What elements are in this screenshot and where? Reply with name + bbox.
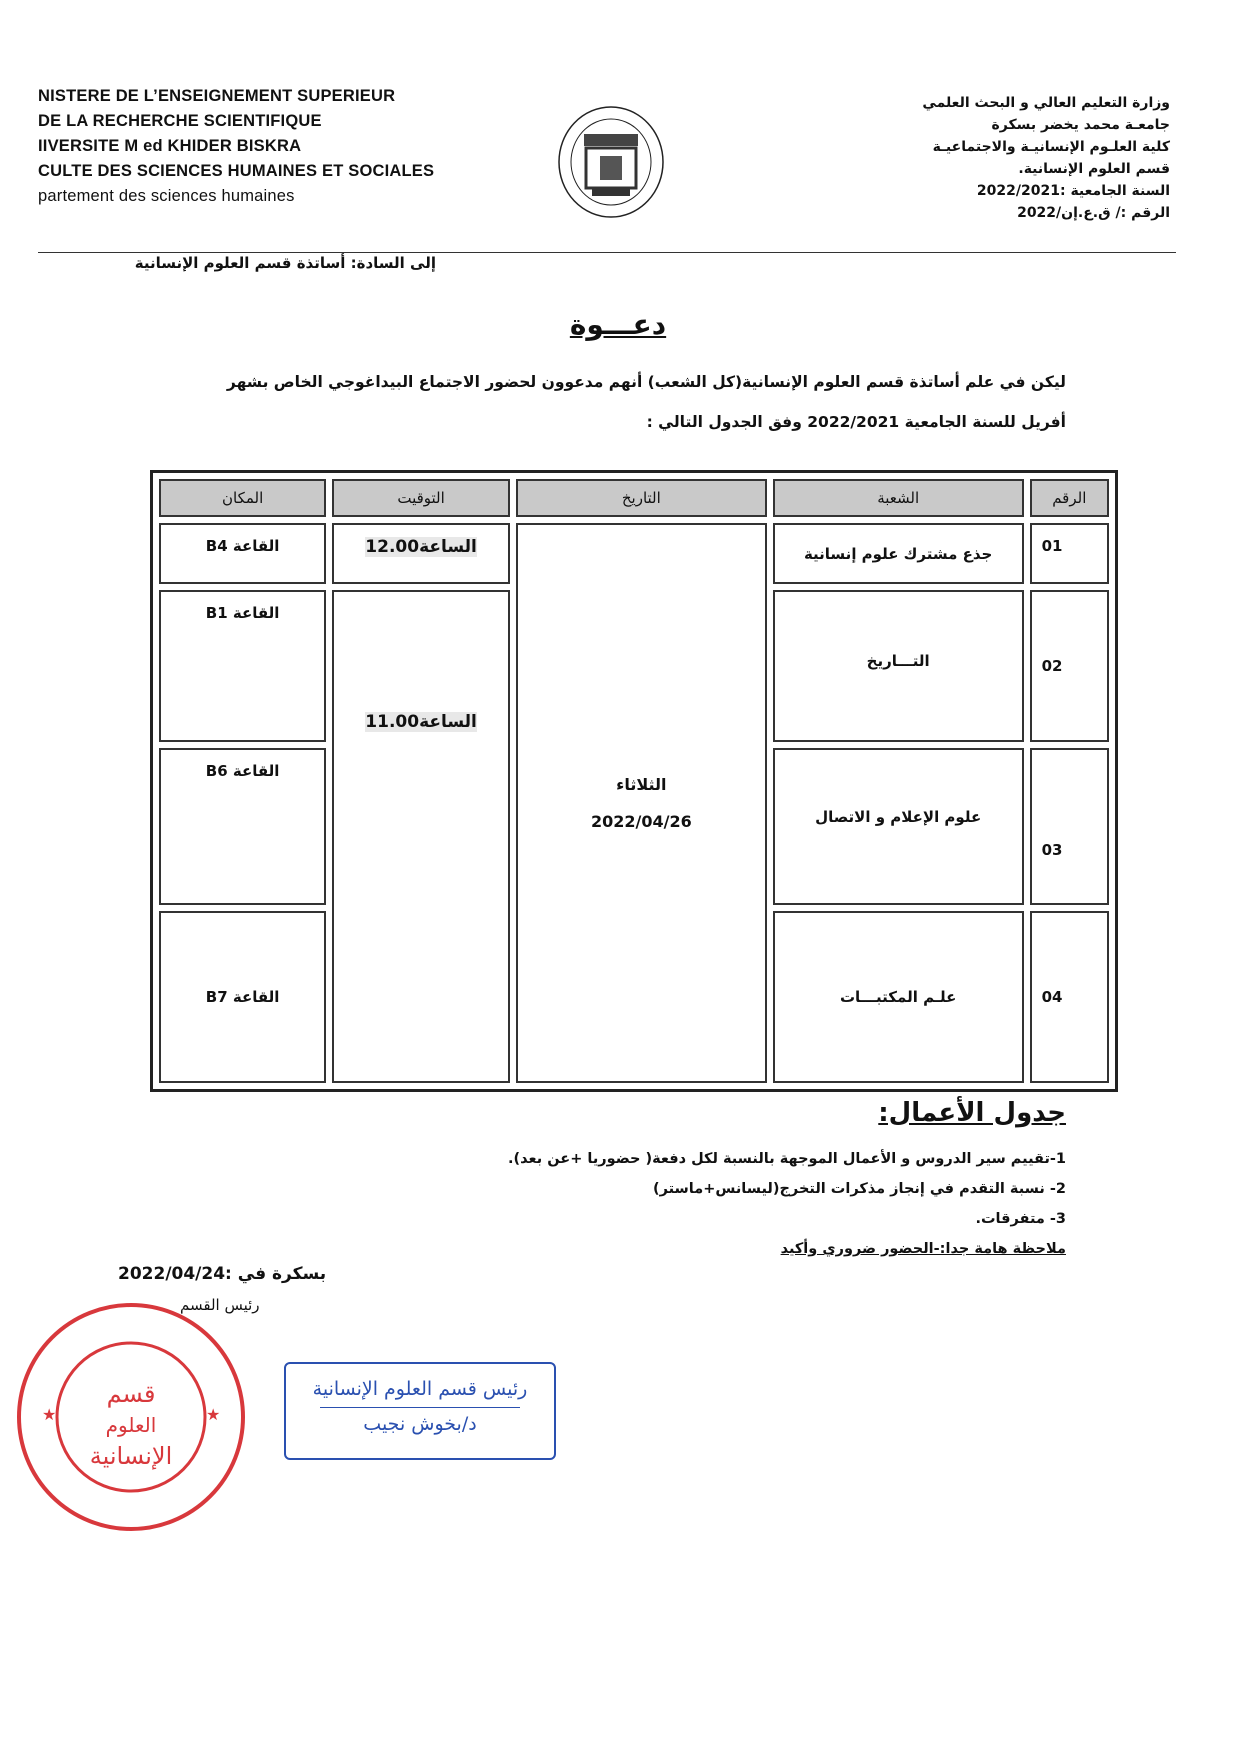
row-branch: علـم المكتبـــات	[773, 911, 1024, 1083]
header-time: التوقيت	[332, 479, 510, 517]
stamp-title: رئيس قسم العلوم الإنسانية	[312, 1378, 528, 1400]
row-num: 03	[1030, 748, 1109, 905]
header-fr-line: IIVERSITE M ed KHIDER BISKRA	[38, 137, 302, 155]
row-num: 04	[1030, 911, 1109, 1083]
place-date: بسكرة في :2022/04/24	[118, 1264, 327, 1284]
agenda-item: 3- متفرقات.	[975, 1211, 1066, 1227]
row-place: القاعة B4	[159, 523, 326, 584]
svg-text:★: ★	[42, 1405, 57, 1424]
time-value: الساعة12.00	[365, 537, 477, 558]
title-text: دعـــوة	[569, 308, 667, 341]
header-place: المكان	[159, 479, 326, 517]
table-header-row	[159, 479, 1109, 517]
date-value: 2022/04/26	[590, 812, 692, 832]
header-french	[38, 84, 458, 209]
row-time	[332, 590, 510, 1083]
agenda-item: 1-تقييم سير الدروس و الأعمال الموجهة بالنسبة لكل دفعة( حضوريا +عن بعد).	[508, 1151, 1066, 1167]
row-branch: التـــاريخ	[773, 590, 1024, 742]
svg-text:الإنسانية: الإنسانية	[89, 1442, 173, 1470]
agenda-list	[166, 1144, 1066, 1264]
row-num: 01	[1030, 523, 1109, 584]
stamp-divider	[320, 1407, 520, 1408]
important-note: ملاحظة هامة جدا:-الحضور ضروري وأكيد	[780, 1241, 1066, 1257]
row-branch: علوم الإعلام و الاتصال	[773, 748, 1024, 905]
row-branch: جذع مشترك علوم إنسانية	[773, 523, 1024, 584]
row-time	[332, 523, 510, 584]
header-ar-line: جامعـة محمد يخضر بسكرة	[991, 117, 1170, 133]
header-num: الرقم	[1030, 479, 1109, 517]
blue-stamp	[284, 1362, 556, 1460]
svg-text:قسم: قسم	[106, 1380, 156, 1408]
header-ar-line: قسم العلوم الإنسانية.	[1018, 161, 1170, 177]
header-fr-line: NISTERE DE L’ENSEIGNEMENT SUPERIEUR	[38, 87, 396, 105]
intro-paragraph	[126, 362, 1066, 442]
stamp-name: د/بخوش نجيب	[363, 1413, 477, 1435]
header-branch: الشعبة	[773, 479, 1024, 517]
page-title	[0, 308, 1236, 341]
agenda-title: جدول الأعمال:	[878, 1098, 1066, 1128]
table-row	[159, 523, 1109, 584]
header-fr-line: CULTE DES SCIENCES HUMAINES ET SOCIALES	[38, 162, 435, 180]
addressee: إلى السادة: أساتذة قسم العلوم الإنسانية	[134, 254, 436, 272]
row-place: القاعة B1	[159, 590, 326, 742]
header-date: التاريخ	[516, 479, 767, 517]
header-arabic	[810, 92, 1170, 224]
row-place: القاعة B7	[159, 911, 326, 1083]
row-place: القاعة B6	[159, 748, 326, 905]
header-ar-line: السنة الجامعية :2022/2021	[976, 183, 1170, 199]
svg-text:العلوم: العلوم	[105, 1413, 157, 1437]
header-fr-line: DE LA RECHERCHE SCIENTIFIQUE	[38, 112, 322, 130]
agenda-item: 2- نسبة التقدم في إنجاز مذكرات التخرج(ليسانس+ماستر)	[652, 1181, 1066, 1197]
header-ar-line: كلية العلـوم الإنسانيـة والاجتماعيـة	[932, 139, 1170, 155]
time-value: الساعة11.00	[365, 712, 477, 733]
university-logo	[556, 104, 666, 220]
intro-line: ليكن في علم أساتذة قسم العلوم الإنسانية(كل الشعب) أنهم مدعوون لحضور الاجتماع البيداغوجي الخاص بشهر	[226, 373, 1066, 391]
header-fr-line: partement des sciences humaines	[38, 187, 295, 205]
header-ar-line: الرقم :/ ق.ع.إن/2022	[1017, 205, 1170, 221]
intro-line: أفريل للسنة الجامعية 2022/2021 وفق الجدول التالي :	[646, 413, 1066, 431]
svg-text:★: ★	[206, 1405, 221, 1424]
date-day: الثلاثاء	[616, 775, 667, 795]
red-stamp	[12, 1298, 250, 1536]
header-ar-line: وزارة التعليم العالي و البحث العلمي	[922, 95, 1170, 111]
header-divider	[38, 252, 1176, 253]
date-cell	[516, 523, 767, 1083]
schedule-table	[150, 470, 1118, 1092]
head-of-department: رئيس القسم	[180, 1296, 260, 1314]
row-num: 02	[1030, 590, 1109, 742]
